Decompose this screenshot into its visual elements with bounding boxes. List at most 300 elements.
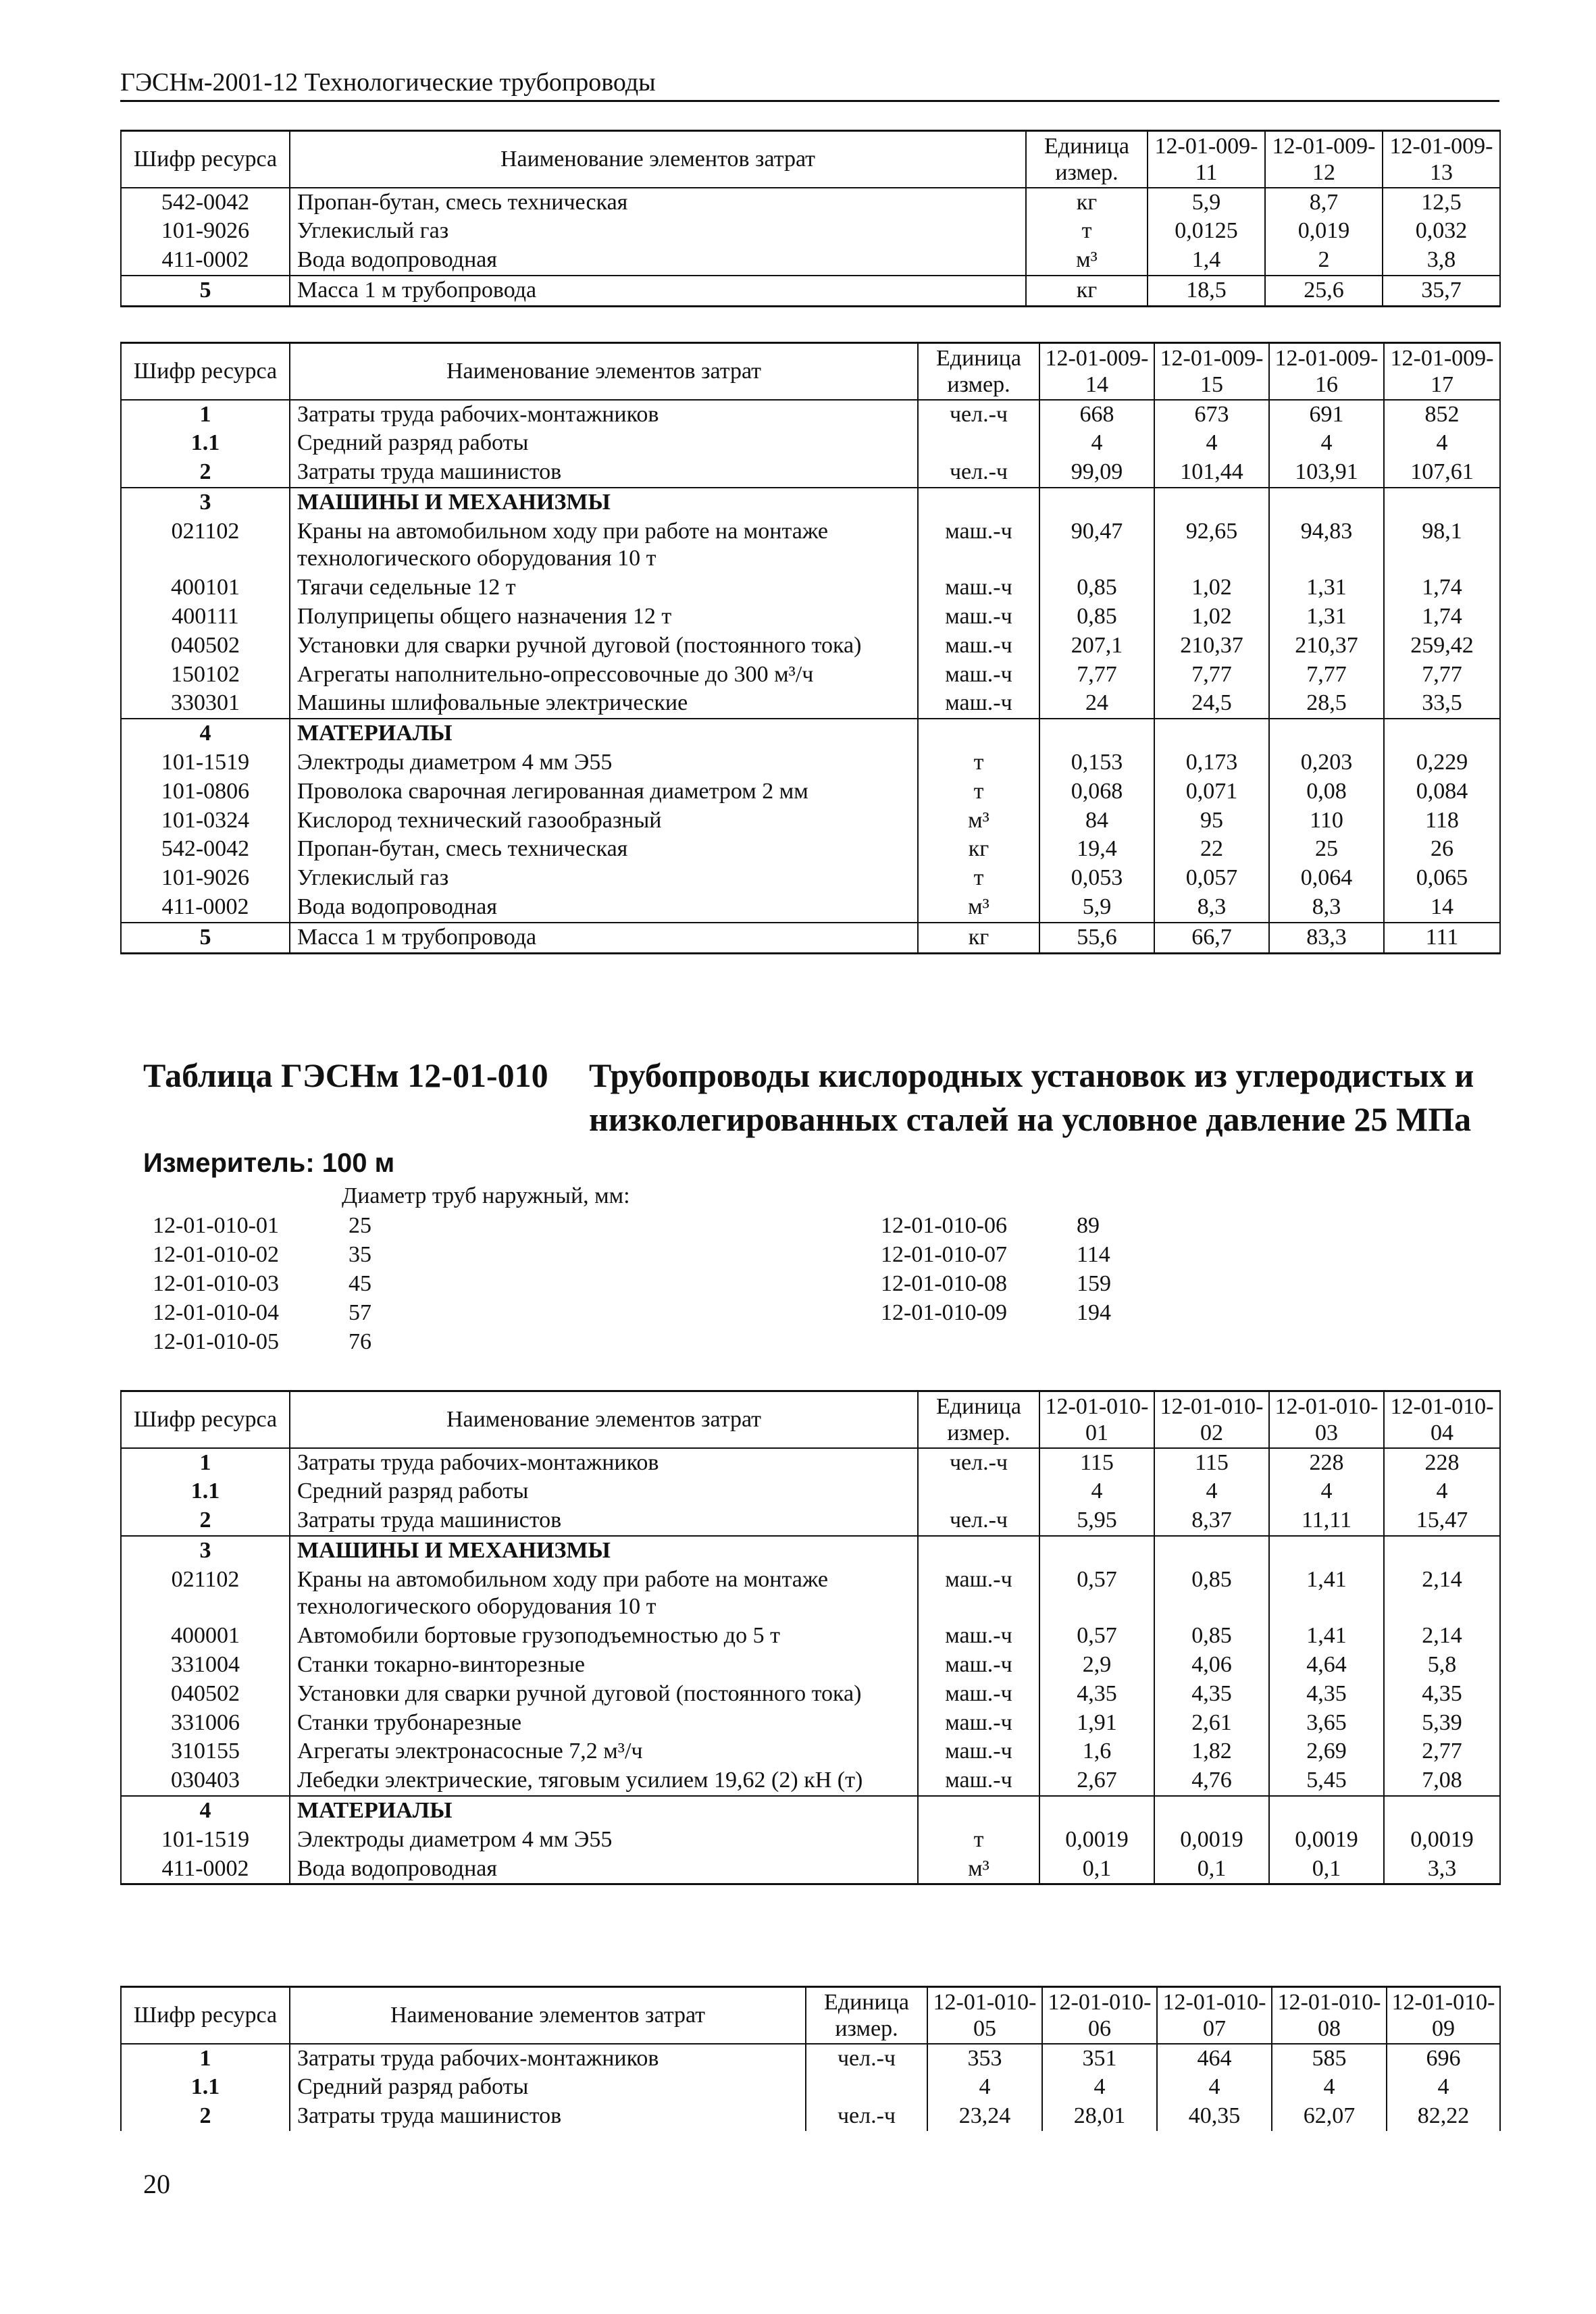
value-cell: 4,06 (1154, 1651, 1269, 1680)
value-cell: 5,95 (1039, 1506, 1154, 1536)
value-cell: 92,65 (1154, 517, 1269, 574)
cost-item-name: Углекислый газ (290, 864, 918, 893)
unit-cell: т (918, 748, 1039, 777)
cost-item-name: Агрегаты электронасосные 7,2 м³/ч (290, 1737, 918, 1766)
cost-item-name: Средний разряд работы (290, 2073, 806, 2102)
value-cell (1154, 1536, 1269, 1566)
value-cell: 14 (1384, 893, 1500, 923)
resource-table-4 (120, 1986, 1501, 2131)
value-cell: 0,1 (1269, 1855, 1384, 1884)
value-cell: 4 (1269, 1477, 1384, 1506)
column-header-norm: 12-01-010-05 (927, 1987, 1042, 2044)
table-row (121, 188, 1500, 217)
resource-code: 1.1 (121, 1477, 290, 1506)
diameter-title: Диаметр труб наружный, мм: (342, 1183, 630, 1208)
value-cell (1154, 488, 1269, 517)
cost-item-name: Станки трубонарезные (290, 1709, 918, 1738)
value-cell: 696 (1387, 2044, 1500, 2074)
resource-code: 030403 (121, 1766, 290, 1796)
column-header-norm: 12-01-009-12 (1265, 131, 1383, 188)
value-cell: 22 (1154, 835, 1269, 864)
cost-item-name: Затраты труда машинистов (290, 1506, 918, 1536)
value-cell: 7,77 (1269, 661, 1384, 690)
table-row (121, 1477, 1500, 1506)
value-cell: 0,0019 (1384, 1826, 1500, 1855)
table-row (121, 1651, 1500, 1680)
value-cell: 464 (1157, 2044, 1272, 2074)
resource-code: 2 (121, 458, 290, 488)
value-cell: 259,42 (1384, 632, 1500, 661)
column-header-code: Шифр ресурса (121, 1391, 290, 1448)
unit-cell: маш.-ч (918, 517, 1039, 574)
running-header: ГЭСНм-2001-12 Технологические трубопроводы (120, 68, 1499, 102)
value-cell: 84 (1039, 806, 1154, 835)
value-cell: 5,39 (1384, 1709, 1500, 1738)
table-row (121, 2073, 1500, 2102)
value-cell: 2,14 (1384, 1566, 1500, 1622)
measure-unit: Измеритель: 100 м (143, 1148, 395, 1178)
table-row (121, 1622, 1500, 1651)
column-header-norm: 12-01-010-04 (1384, 1391, 1500, 1448)
value-cell (1384, 1536, 1500, 1566)
value-cell: 1,74 (1384, 573, 1500, 602)
cost-item-name: МАТЕРИАЛЫ (290, 1796, 918, 1826)
column-header-code: Шифр ресурса (121, 131, 290, 188)
resource-code: 150102 (121, 661, 290, 690)
resource-code: 2 (121, 2102, 290, 2131)
cost-item-name: Краны на автомобильном ходу при работе на монтаже технологического оборудования 10 т (290, 1566, 918, 1622)
resource-code: 411-0002 (121, 893, 290, 923)
resource-code: 400101 (121, 573, 290, 602)
value-cell: 24,5 (1154, 689, 1269, 719)
column-header-norm: 12-01-009-16 (1269, 343, 1384, 400)
resource-code: 330301 (121, 689, 290, 719)
unit-cell: т (918, 1826, 1039, 1855)
value-cell: 2,67 (1039, 1766, 1154, 1796)
value-cell: 210,37 (1269, 632, 1384, 661)
table-row (121, 1680, 1500, 1709)
table-row (121, 1448, 1500, 1478)
cost-item-name: Станки токарно-винторезные (290, 1651, 918, 1680)
cost-item-name: Краны на автомобильном ходу при работе на монтаже технологического оборудования 10 т (290, 517, 918, 574)
table-row (121, 835, 1500, 864)
table-row (121, 517, 1500, 574)
value-cell: 0,084 (1384, 777, 1500, 806)
column-header-norm: 12-01-009-14 (1039, 343, 1154, 400)
value-cell: 111 (1384, 923, 1500, 953)
table-row (121, 806, 1500, 835)
column-header-code: Шифр ресурса (121, 1987, 290, 2044)
value-cell: 4 (1042, 2073, 1157, 2102)
diameter-value: 45 (349, 1271, 371, 1296)
column-header-name: Наименование элементов затрат (290, 343, 918, 400)
value-cell: 0,057 (1154, 864, 1269, 893)
column-header-norm: 12-01-010-08 (1272, 1987, 1387, 2044)
value-cell: 19,4 (1039, 835, 1154, 864)
value-cell: 1,31 (1269, 573, 1384, 602)
diameter-value: 35 (349, 1242, 371, 1267)
page-number: 20 (143, 2169, 170, 2199)
value-cell: 35,7 (1383, 276, 1500, 306)
value-cell: 4,35 (1269, 1680, 1384, 1709)
column-header-name: Наименование элементов затрат (290, 1987, 806, 2044)
column-header-norm: 12-01-010-09 (1387, 1987, 1500, 2044)
value-cell: 8,7 (1265, 188, 1383, 217)
value-cell: 12,5 (1383, 188, 1500, 217)
column-header-norm: 12-01-010-07 (1157, 1987, 1272, 2044)
cost-item-name: Вода водопроводная (290, 246, 1026, 276)
cost-item-name: Лебедки электрические, тяговым усилием 19,62 (2) кН (т) (290, 1766, 918, 1796)
resource-code: 1 (121, 1448, 290, 1478)
value-cell: 25,6 (1265, 276, 1383, 306)
resource-code: 400111 (121, 602, 290, 632)
cost-item-name: Затраты труда машинистов (290, 2102, 806, 2131)
resource-code: 101-9026 (121, 217, 290, 246)
value-cell: 94,83 (1269, 517, 1384, 574)
unit-cell: т (918, 864, 1039, 893)
value-cell: 3,65 (1269, 1709, 1384, 1738)
value-cell: 2,9 (1039, 1651, 1154, 1680)
cost-item-name: Пропан-бутан, смесь техническая (290, 835, 918, 864)
unit-cell: кг (918, 835, 1039, 864)
cost-item-name: Масса 1 м трубопровода (290, 276, 1026, 306)
value-cell (1269, 488, 1384, 517)
table-row (121, 1566, 1500, 1622)
resource-code: 021102 (121, 1566, 290, 1622)
table-row (121, 1506, 1500, 1536)
table-row (121, 748, 1500, 777)
value-cell: 4 (1157, 2073, 1272, 2102)
resource-code: 3 (121, 1536, 290, 1566)
unit-cell: чел.-ч (918, 400, 1039, 430)
resource-code: 101-1519 (121, 1826, 290, 1855)
resource-code: 1.1 (121, 2073, 290, 2102)
cost-item-name: Масса 1 м трубопровода (290, 923, 918, 953)
value-cell: 4 (1039, 429, 1154, 458)
unit-cell: кг (1026, 276, 1148, 306)
value-cell: 4,35 (1384, 1680, 1500, 1709)
table-row (121, 893, 1500, 923)
cost-item-name: Агрегаты наполнительно-опрессовочные до 300 м³/ч (290, 661, 918, 690)
resource-code: 101-0324 (121, 806, 290, 835)
value-cell: 0,0019 (1269, 1826, 1384, 1855)
unit-cell (918, 488, 1039, 517)
unit-cell (918, 1796, 1039, 1826)
cost-item-name: Средний разряд работы (290, 1477, 918, 1506)
cost-item-name: Полуприцепы общего назначения 12 т (290, 602, 918, 632)
value-cell: 8,37 (1154, 1506, 1269, 1536)
cost-item-name: Машины шлифовальные электрические (290, 689, 918, 719)
resource-code: 1 (121, 2044, 290, 2074)
resource-code: 310155 (121, 1737, 290, 1766)
column-header-name: Наименование элементов затрат (290, 131, 1026, 188)
value-cell: 1,02 (1154, 602, 1269, 632)
value-cell: 2 (1265, 246, 1383, 276)
table-row (121, 573, 1500, 602)
cost-item-name: МАШИНЫ И МЕХАНИЗМЫ (290, 488, 918, 517)
value-cell: 4 (1272, 2073, 1387, 2102)
value-cell: 82,22 (1387, 2102, 1500, 2131)
table-row (121, 923, 1500, 953)
cost-item-name: Установки для сварки ручной дуговой (постоянного тока) (290, 632, 918, 661)
value-cell: 18,5 (1148, 276, 1265, 306)
value-cell: 5,9 (1039, 893, 1154, 923)
value-cell (1269, 1536, 1384, 1566)
resource-table-1 (120, 130, 1501, 307)
cost-item-name: Электроды диаметром 4 мм Э55 (290, 1826, 918, 1855)
unit-cell (918, 719, 1039, 748)
value-cell: 4 (1154, 429, 1269, 458)
value-cell: 55,6 (1039, 923, 1154, 953)
value-cell: 83,3 (1269, 923, 1384, 953)
value-cell: 103,91 (1269, 458, 1384, 488)
value-cell: 8,3 (1154, 893, 1269, 923)
unit-cell: м³ (918, 1855, 1039, 1884)
resource-code: 1 (121, 400, 290, 430)
unit-cell: маш.-ч (918, 1651, 1039, 1680)
unit-cell: чел.-ч (806, 2044, 927, 2074)
value-cell: 25 (1269, 835, 1384, 864)
table-row (121, 217, 1500, 246)
value-cell: 5,9 (1148, 188, 1265, 217)
value-cell: 0,229 (1384, 748, 1500, 777)
diameter-value: 57 (349, 1300, 371, 1325)
resource-code: 411-0002 (121, 246, 290, 276)
value-cell: 23,24 (927, 2102, 1042, 2131)
value-cell: 0,1 (1154, 1855, 1269, 1884)
table-row (121, 1796, 1500, 1826)
value-cell: 110 (1269, 806, 1384, 835)
norm-code: 12-01-010-04 (153, 1300, 279, 1325)
column-header-norm: 12-01-009-13 (1383, 131, 1500, 188)
table-row (121, 719, 1500, 748)
value-cell: 1,41 (1269, 1566, 1384, 1622)
norm-code: 12-01-010-02 (153, 1242, 279, 1267)
column-header-norm: 12-01-009-17 (1384, 343, 1500, 400)
resource-table-3 (120, 1390, 1501, 1885)
unit-cell (918, 1536, 1039, 1566)
cost-item-name: Установки для сварки ручной дуговой (постоянного тока) (290, 1680, 918, 1709)
unit-cell: маш.-ч (918, 602, 1039, 632)
table-row (121, 1855, 1500, 1884)
value-cell: 5,8 (1384, 1651, 1500, 1680)
unit-cell (918, 1477, 1039, 1506)
value-cell: 0,57 (1039, 1622, 1154, 1651)
resource-code: 411-0002 (121, 1855, 290, 1884)
diameter-value: 25 (349, 1213, 371, 1238)
value-cell: 0,0019 (1039, 1826, 1154, 1855)
cost-item-name: Затраты труда рабочих-монтажников (290, 2044, 806, 2074)
value-cell: 0,08 (1269, 777, 1384, 806)
column-header-unit: Единица измер. (1026, 131, 1148, 188)
value-cell: 668 (1039, 400, 1154, 430)
value-cell: 0,57 (1039, 1566, 1154, 1622)
value-cell: 4 (1384, 1477, 1500, 1506)
norm-code: 12-01-010-05 (153, 1329, 279, 1354)
norm-code: 12-01-010-01 (153, 1213, 279, 1238)
resource-code: 040502 (121, 632, 290, 661)
unit-cell: маш.-ч (918, 1737, 1039, 1766)
column-header-name: Наименование элементов затрат (290, 1391, 918, 1448)
cost-item-name: МАШИНЫ И МЕХАНИЗМЫ (290, 1536, 918, 1566)
value-cell: 0,153 (1039, 748, 1154, 777)
unit-cell: чел.-ч (918, 1506, 1039, 1536)
value-cell: 0,85 (1154, 1622, 1269, 1651)
value-cell: 4 (927, 2073, 1042, 2102)
table-row (121, 276, 1500, 306)
resource-code: 400001 (121, 1622, 290, 1651)
norm-code: 12-01-010-08 (881, 1271, 1007, 1296)
table-row (121, 2044, 1500, 2074)
value-cell: 62,07 (1272, 2102, 1387, 2131)
value-cell: 2,69 (1269, 1737, 1384, 1766)
table-row (121, 429, 1500, 458)
value-cell (1039, 1536, 1154, 1566)
value-cell: 4 (1154, 1477, 1269, 1506)
cost-item-name: Затраты труда рабочих-монтажников (290, 400, 918, 430)
value-cell (1039, 1796, 1154, 1826)
resource-code: 2 (121, 1506, 290, 1536)
table-code: Таблица ГЭСНм 12-01-010 (143, 1056, 548, 1094)
unit-cell (806, 2073, 927, 2102)
table-row (121, 2102, 1500, 2131)
value-cell: 0,071 (1154, 777, 1269, 806)
value-cell: 98,1 (1384, 517, 1500, 574)
value-cell: 90,47 (1039, 517, 1154, 574)
table-row (121, 488, 1500, 517)
value-cell: 115 (1154, 1448, 1269, 1478)
value-cell: 1,02 (1154, 573, 1269, 602)
value-cell: 26 (1384, 835, 1500, 864)
resource-code: 101-9026 (121, 864, 290, 893)
value-cell: 228 (1269, 1448, 1384, 1478)
table-row (121, 1536, 1500, 1566)
resource-code: 4 (121, 1796, 290, 1826)
cost-item-name: Средний разряд работы (290, 429, 918, 458)
cost-item-name: Автомобили бортовые грузоподъемностью до 5 т (290, 1622, 918, 1651)
unit-cell: маш.-ч (918, 1622, 1039, 1651)
value-cell (1384, 488, 1500, 517)
resource-code: 040502 (121, 1680, 290, 1709)
table-row (121, 777, 1500, 806)
value-cell: 691 (1269, 400, 1384, 430)
value-cell: 115 (1039, 1448, 1154, 1478)
value-cell: 4,35 (1039, 1680, 1154, 1709)
value-cell: 0,019 (1265, 217, 1383, 246)
value-cell: 0,173 (1154, 748, 1269, 777)
value-cell: 0,053 (1039, 864, 1154, 893)
column-header-norm: 12-01-010-03 (1269, 1391, 1384, 1448)
column-header-norm: 12-01-010-01 (1039, 1391, 1154, 1448)
value-cell: 1,74 (1384, 602, 1500, 632)
value-cell: 28,01 (1042, 2102, 1157, 2131)
value-cell: 101,44 (1154, 458, 1269, 488)
value-cell: 1,4 (1148, 246, 1265, 276)
value-cell: 11,11 (1269, 1506, 1384, 1536)
resource-code: 101-1519 (121, 748, 290, 777)
resource-code: 5 (121, 276, 290, 306)
column-header-unit: Единица измер. (918, 1391, 1039, 1448)
unit-cell: т (1026, 217, 1148, 246)
resource-code: 1.1 (121, 429, 290, 458)
value-cell (1039, 719, 1154, 748)
cost-item-name: Углекислый газ (290, 217, 1026, 246)
column-header-norm: 12-01-009-11 (1148, 131, 1265, 188)
value-cell: 99,09 (1039, 458, 1154, 488)
value-cell: 1,82 (1154, 1737, 1269, 1766)
value-cell (1384, 1796, 1500, 1826)
value-cell: 228 (1384, 1448, 1500, 1478)
value-cell: 0,064 (1269, 864, 1384, 893)
value-cell: 7,08 (1384, 1766, 1500, 1796)
value-cell: 4,35 (1154, 1680, 1269, 1709)
column-header-unit: Единица измер. (806, 1987, 927, 2044)
unit-cell: маш.-ч (918, 1680, 1039, 1709)
column-header-norm: 12-01-009-15 (1154, 343, 1269, 400)
value-cell: 7,77 (1384, 661, 1500, 690)
resource-code: 021102 (121, 517, 290, 574)
diameter-value: 89 (1077, 1213, 1100, 1238)
unit-cell (918, 429, 1039, 458)
cost-item-name: Вода водопроводная (290, 1855, 918, 1884)
resource-table-2 (120, 342, 1501, 954)
table-row (121, 632, 1500, 661)
value-cell: 33,5 (1384, 689, 1500, 719)
value-cell: 4 (1387, 2073, 1500, 2102)
cost-item-name: Электроды диаметром 4 мм Э55 (290, 748, 918, 777)
value-cell: 4 (1384, 429, 1500, 458)
table-row (121, 458, 1500, 488)
value-cell: 852 (1384, 400, 1500, 430)
value-cell: 118 (1384, 806, 1500, 835)
norm-code: 12-01-010-07 (881, 1242, 1007, 1267)
unit-cell: маш.-ч (918, 1566, 1039, 1622)
value-cell: 4,76 (1154, 1766, 1269, 1796)
cost-item-name: Вода водопроводная (290, 893, 918, 923)
unit-cell: маш.-ч (918, 1709, 1039, 1738)
diameter-value: 159 (1077, 1271, 1111, 1296)
value-cell: 4,64 (1269, 1651, 1384, 1680)
table-row (121, 400, 1500, 430)
table-row (121, 1826, 1500, 1855)
unit-cell: маш.-ч (918, 632, 1039, 661)
value-cell: 0,85 (1154, 1566, 1269, 1622)
value-cell: 66,7 (1154, 923, 1269, 953)
value-cell: 1,91 (1039, 1709, 1154, 1738)
unit-cell: маш.-ч (918, 1766, 1039, 1796)
table-row (121, 1709, 1500, 1738)
value-cell: 0,0125 (1148, 217, 1265, 246)
value-cell: 8,3 (1269, 893, 1384, 923)
value-cell: 24 (1039, 689, 1154, 719)
value-cell: 0,068 (1039, 777, 1154, 806)
cost-item-name: Затраты труда рабочих-монтажников (290, 1448, 918, 1478)
value-cell: 3,8 (1383, 246, 1500, 276)
diameter-value: 76 (349, 1329, 371, 1354)
norm-code: 12-01-010-06 (881, 1213, 1007, 1238)
resource-code: 331006 (121, 1709, 290, 1738)
unit-cell: м³ (1026, 246, 1148, 276)
table-row (121, 864, 1500, 893)
value-cell: 0,065 (1384, 864, 1500, 893)
value-cell: 15,47 (1384, 1506, 1500, 1536)
resource-code: 5 (121, 923, 290, 953)
column-header-norm: 12-01-010-06 (1042, 1987, 1157, 2044)
value-cell: 4 (1039, 1477, 1154, 1506)
unit-cell: чел.-ч (806, 2102, 927, 2131)
unit-cell: маш.-ч (918, 689, 1039, 719)
value-cell: 0,203 (1269, 748, 1384, 777)
